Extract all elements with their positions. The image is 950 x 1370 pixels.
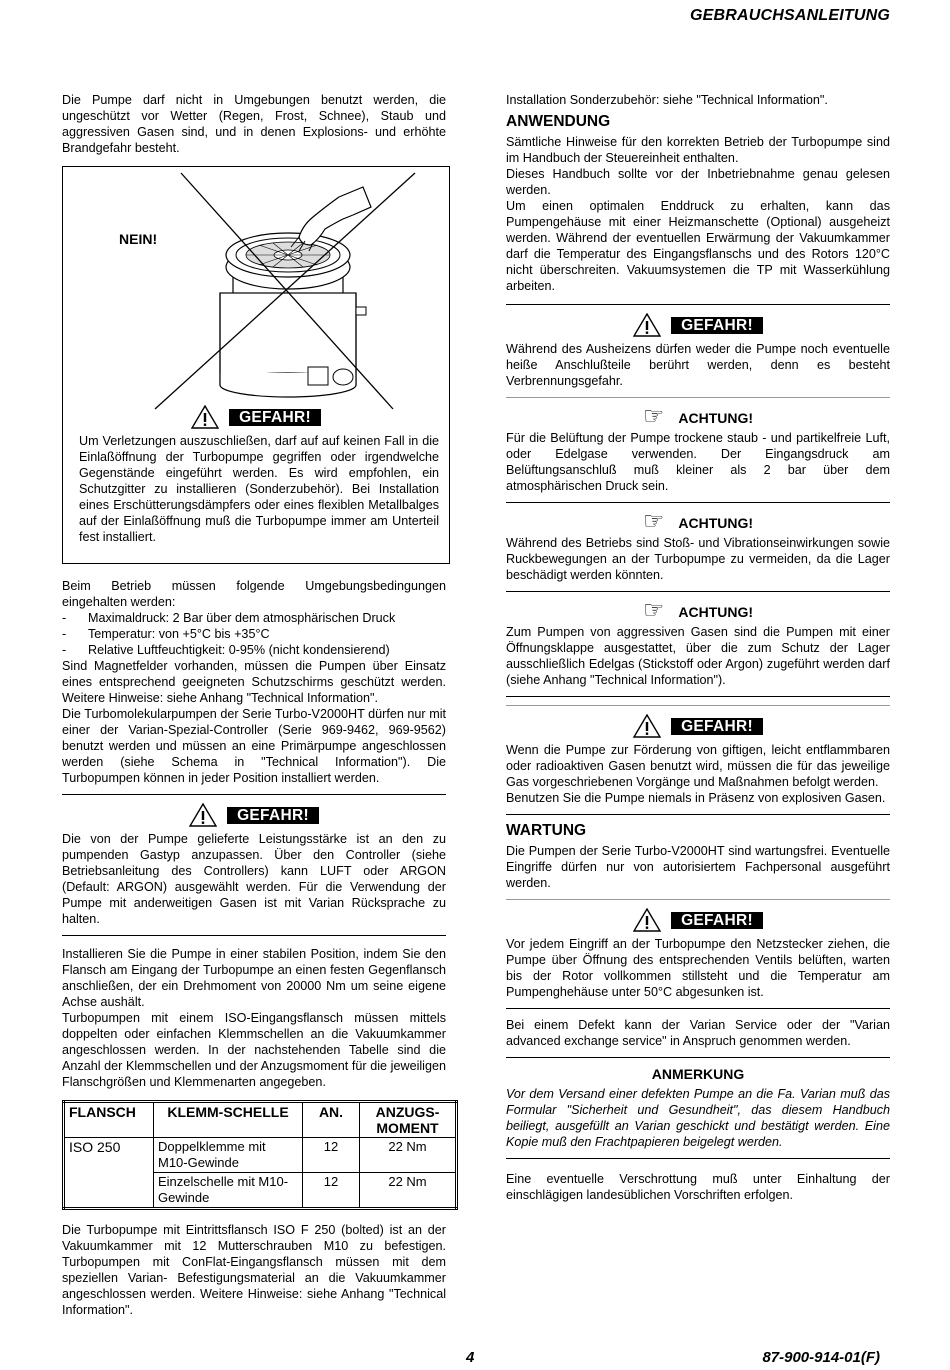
section-title-anmerkung: ANMERKUNG xyxy=(651,1066,745,1082)
table-cell: 22 Nm xyxy=(360,1173,457,1209)
pointing-hand-icon: ☞ xyxy=(642,402,665,430)
danger-text: Die von der Pumpe gelieferte Leistungsstärke ist an den zu pumpenden Gastyp anzupassen. Über den Controller (siehe Betriebsanleitung des Controllers) kann LUFT oder ARGON (Default: ARGON) ausgewählt werden. Für die Verwendung der Pumpe mit anderweitigen Gasen ist mit Varian Rücksprache zu halten. xyxy=(62,832,446,926)
accessory-paragraph: Installation Sonderzubehör: siehe "Technical Information". xyxy=(506,93,828,107)
divider xyxy=(506,696,890,697)
left-column xyxy=(62,92,446,1318)
document-header: GEBRAUCHSANLEITUNG xyxy=(689,7,890,24)
list-item: - Maximaldruck: 2 Bar über dem atmosphärischen Druck xyxy=(62,610,446,626)
anwendung-paragraph: Dieses Handbuch sollte vor der Inbetriebnahme genau gelesen werden. xyxy=(506,167,890,197)
document-code: 87-900-914-01(F) xyxy=(762,1349,880,1366)
warning-triangle-icon xyxy=(633,714,661,738)
anwendung-paragraph: Um einen optimalen Enddruck zu erhalten, kann das Pumpengehäuse mit einer Heizmanschette (Optional) ausgeheizt werden. Während der eventuellen Erwärmung der Vakuumkammer darf die Temperatur des Eingangsflanschs und des Rotors 120°C nicht überschreiten. Vakuumsystemen die TP mit Wasserkühlung arbeiten. xyxy=(506,199,890,293)
attention-label: ACHTUNG! xyxy=(678,604,754,620)
divider xyxy=(506,705,890,706)
divider xyxy=(506,1008,890,1009)
controller-paragraph: Die Turbomolekularpumpen der Serie Turbo-V2000HT dürfen nur mit einer der Varian-Spezial-Controller (Serie 969-9462, 969-9562) benutzt werden und müssen an eine Primärpumpe angeschlossen werden (siehe Schema in "Technical Information"). Die Turbopumpen können in jeder Position installiert werden. xyxy=(62,707,446,785)
divider xyxy=(506,502,890,503)
defect-paragraph: Bei einem Defekt kann der Varian Service oder der "Varian advanced exchange service" in Anspruch genommen werden. xyxy=(506,1018,890,1048)
danger-text: Benutzen Sie die Pumpe niemals in Präsenz von explosiven Gasen. xyxy=(506,791,886,805)
list-item: - Temperatur: von +5°C bis +35°C xyxy=(62,626,446,642)
divider xyxy=(62,935,446,936)
attention-banner xyxy=(506,507,890,535)
section-title-wartung: WARTUNG xyxy=(506,822,587,839)
danger-label: GEFAHR! xyxy=(671,718,763,735)
pointing-hand-icon: ☞ xyxy=(642,596,665,624)
danger-banner xyxy=(506,714,890,738)
warning-triangle-icon xyxy=(191,405,219,429)
divider xyxy=(506,397,890,398)
attention-banner xyxy=(506,402,890,430)
divider xyxy=(62,794,446,795)
section-title-anwendung: ANWENDUNG xyxy=(506,113,611,130)
table-cell: ISO 250 xyxy=(64,1138,154,1209)
danger-label: GEFAHR! xyxy=(671,912,763,929)
flange-table xyxy=(62,1100,458,1210)
divider xyxy=(506,304,890,305)
pointing-hand-icon: ☞ xyxy=(642,507,665,535)
bolted-paragraph: Die Turbopumpe mit Eintrittsflansch ISO F 250 (bolted) ist an der Vakuumkammer mit 12 Mutterschrauben M10 zu befestigen. Turbopumpen mit ConFlat-Eingangsflansch müssen mit dem speziellen Varian- Befestigungsmaterial an die Vakuumkammer angeschlossen werden. Weitere Hinweise: siehe Anhang "Technical Information". xyxy=(62,1223,446,1317)
danger-banner xyxy=(506,908,890,932)
danger-label: GEFAHR! xyxy=(227,807,319,824)
page-number: 4 xyxy=(466,1349,475,1366)
warning-triangle-icon xyxy=(633,313,661,337)
attention-text: Für die Belüftung der Pumpe trockene staub - und partikelfreie Luft, oder Edelgase verwenden. Der Eingangsdruck am Belüftungsanschluß muß kleiner als 2 bar über dem atmosphärischen Druck sein. xyxy=(506,431,890,493)
pump-hand-crossed-illustration xyxy=(63,167,449,413)
divider xyxy=(506,814,890,815)
table-cell: Einzelschelle mit M10-Gewinde xyxy=(154,1173,303,1209)
divider xyxy=(506,899,890,900)
table-row xyxy=(64,1138,457,1173)
figure-danger-banner xyxy=(63,405,449,429)
wartung-paragraph: Die Pumpen der Serie Turbo-V2000HT sind wartungsfrei. Eventuelle Eingriffe dürfen nur von autorisiertem Fachpersonal ausgeführt werden. xyxy=(506,844,890,890)
anwendung-paragraph: Sämtliche Hinweise für den korrekten Betrieb der Turbopumpe sind im Handbuch der Steuereinheit enthalten. xyxy=(506,135,890,165)
table-cell: 12 xyxy=(303,1138,360,1173)
nein-label: NEIN! xyxy=(119,231,158,247)
table-cell: 12 xyxy=(303,1173,360,1209)
table-cell: Doppelklemme mit M10-Gewinde xyxy=(154,1138,303,1173)
install-paragraph: Turbopumpen mit einem ISO-Eingangsflansch müssen mittels doppelten oder einfachen Klemmschellen an die Vakuumkammer angeschlossen werden. In der nachstehenden Tabelle sind die Anzahl der Klemmschellen und der Anzugsmoment für die jeweiligen Flanschgrößen und Klemmenarten angegeben. xyxy=(62,1011,446,1089)
danger-text: Während des Ausheizens dürfen weder die Pumpe noch eventuelle heiße Anschlußteile berührt werden, denn es besteht Verbrennungsgefahr. xyxy=(506,342,890,388)
divider xyxy=(506,1057,890,1058)
divider xyxy=(506,1158,890,1159)
table-header: FLANSCH xyxy=(64,1102,154,1138)
attention-label: ACHTUNG! xyxy=(678,515,754,531)
magnet-paragraph: Sind Magnetfelder vorhanden, müssen die Pumpen über Einsatz eines entsprechend geeigneten Schutzschirms geschützt werden. Weitere Hinweise: siehe Anhang "Technical Information". xyxy=(62,659,446,705)
environment-intro: Beim Betrieb müssen folgende Umgebungsbedingungen eingehalten werden: xyxy=(62,579,446,609)
intro-paragraph: Die Pumpe darf nicht in Umgebungen benutzt werden, die ungeschützt vor Wetter (Regen, Frost, Schnee), Staub und aggressiven Gasen sind, und in denen Explosions- und erhöhte Brandgefahr besteht. xyxy=(62,93,446,155)
attention-label: ACHTUNG! xyxy=(678,410,754,426)
table-header: ANZUGS-MOMENT xyxy=(360,1102,457,1138)
divider xyxy=(506,591,890,592)
table-header: KLEMM-SCHELLE xyxy=(154,1102,303,1138)
warning-triangle-icon xyxy=(633,908,661,932)
danger-banner xyxy=(506,313,890,337)
right-column xyxy=(506,92,890,1203)
warning-triangle-icon xyxy=(189,803,217,827)
install-paragraph: Installieren Sie die Pumpe in einer stabilen Position, indem Sie den Flansch am Eingang der Turbopumpe an einen festen Gegenflansch anschließen, der ein Drehmoment von 20000 Nm um seine eigene Achse aushält. xyxy=(62,947,446,1009)
danger-text: Wenn die Pumpe zur Förderung von giftigen, leicht entflammbaren oder radioaktiven Gasen benutzt wird, müssen die für das jeweilige Gas vorgeschriebenen Vorgänge und Maßnahmen befolgt werden. xyxy=(506,743,890,789)
environment-list xyxy=(62,610,446,658)
danger-text: Vor jedem Eingriff an der Turbopumpe den Netzstecker ziehen, die Pumpe über Öffnung des entsprechenden Ventils belüften, warten bis der Rotor vollkommen stillsteht und die Temperatur am Pumpenghehäuse unter 50°C abgesunken ist. xyxy=(506,937,890,999)
danger-label: GEFAHR! xyxy=(229,409,321,426)
attention-text: Zum Pumpen von aggressiven Gasen sind die Pumpen mit einer Öffnungsklappe ausgestattet, über die zum Schutz der Lager ausschließlich Edelgas (Stickstoff oder Argon) zugeführt werden darf (siehe Anhang "Technical Information"). xyxy=(506,625,890,687)
attention-text: Während des Betriebs sind Stoß- und Vibrationseinwirkungen sowie Ruckbewegungen an der Turbopumpe zu vermeiden, da die Lager beschädigt werden könnten. xyxy=(506,536,890,582)
list-item: - Relative Luftfeuchtigkeit: 0-95% (nicht kondensierend) xyxy=(62,642,446,658)
danger-banner xyxy=(62,803,446,827)
scrapping-paragraph: Eine eventuelle Verschrottung muß unter Einhaltung der einschlägigen landesüblichen Vorschriften erfolgen. xyxy=(506,1172,890,1202)
danger-label: GEFAHR! xyxy=(671,317,763,334)
table-header: AN. xyxy=(303,1102,360,1138)
figure-warning-text: Um Verletzungen auszuschließen, darf auf auf keinen Fall in die Einlaßöffnung der Turbopumpe gegriffen oder irgendwelche Gegenstände eingeführt werden. Es wird empfohlen, ein Schutzgitter zu installieren (Sonderzubehör). Bei Installation eines Erschütterungsdämpfers oder eines flexiblen Metallbalges auf der Einlaßöffnung muß die Turbopumpe immer am Unterteil fest installiert. xyxy=(79,434,439,544)
anmerkung-paragraph: Vor dem Versand einer defekten Pumpe an die Fa. Varian muß das Formular "Sicherheit und Gesundheit", das diesem Handbuch beiliegt, ausgefüllt an Varian geschickt und bestätigt werden. Eine Kopie muß den Frachtpapieren beigelegt werden. xyxy=(506,1087,890,1149)
table-cell: 22 Nm xyxy=(360,1138,457,1173)
warning-figure-box xyxy=(62,166,450,564)
attention-banner xyxy=(506,596,890,624)
